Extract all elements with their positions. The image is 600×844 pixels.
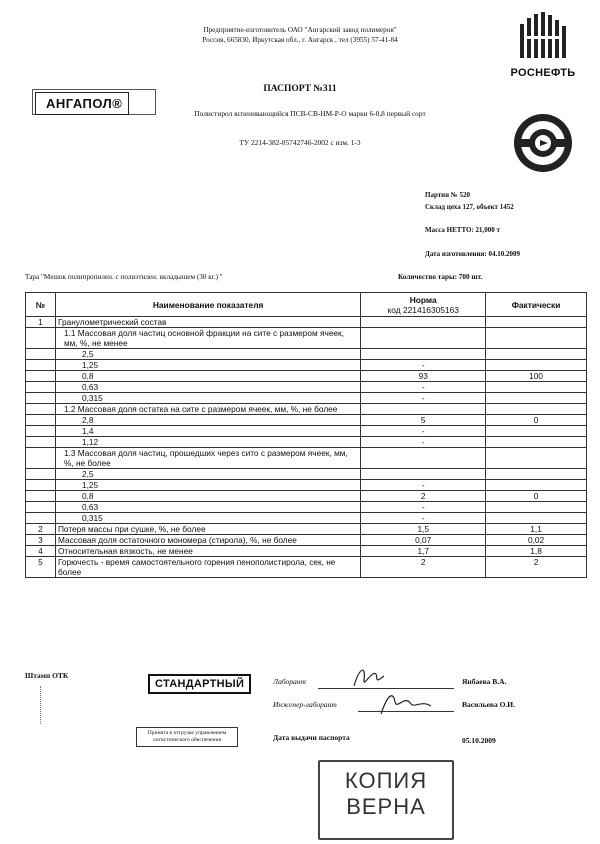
packaging-info: Тара "Мешок полипропилен. с полиэтилен. вкладышем (30 кг.) " [25, 273, 223, 281]
issue-date-label: Дата выдачи паспорта [273, 733, 350, 742]
cell-name: Потеря массы при сушке, %, не более [55, 524, 360, 535]
cell-num [26, 349, 56, 360]
cell-num: 3 [26, 535, 56, 546]
cell-actual: 0 [486, 415, 587, 426]
cell-num [26, 448, 56, 469]
cell-norm: - [361, 480, 486, 491]
cell-num [26, 502, 56, 513]
cell-name: Относительная вязкость, не менее [55, 546, 360, 557]
cell-actual [486, 480, 587, 491]
cell-actual: 1,8 [486, 546, 587, 557]
cell-name: Горючесть - время самостоятельного горения пенополистирола, сек, не более [55, 557, 360, 578]
rosneft-logo [498, 10, 588, 79]
copy-stamp-line1: КОПИЯ [344, 768, 428, 793]
technical-spec: ТУ 2214-382-05742746-2002 с изм. 1-3 [239, 138, 361, 147]
cell-actual [486, 360, 587, 371]
lab-label: Лаборант [273, 677, 306, 686]
product-name: Полистирол вспенивающийся ПСВ-СВ-НМ-Р-О марки 6-0,8 первый сорт [194, 109, 426, 118]
cell-norm: - [361, 393, 486, 404]
table-row [26, 502, 587, 513]
shipment-stamp: Принята к отгрузке управлением логистического обеспечения [136, 727, 238, 747]
cell-norm: - [361, 513, 486, 524]
cell-actual: 2 [486, 557, 587, 578]
table-row [26, 524, 587, 535]
cell-actual [486, 404, 587, 415]
cell-name: 0,63 [55, 502, 360, 513]
cell-norm: - [361, 437, 486, 448]
angapol-logo: АНГАПОЛ® [35, 92, 129, 115]
table-row [26, 328, 587, 349]
cell-num [26, 491, 56, 502]
cell-name: Массовая доля остаточного мономера (стирола), %, не более [55, 535, 360, 546]
table-row [26, 535, 587, 546]
cell-norm: - [361, 360, 486, 371]
cell-num [26, 360, 56, 371]
otk-stamp-label: Штамп ОТК [25, 671, 69, 680]
cell-num [26, 382, 56, 393]
table-row [26, 393, 587, 404]
table-row [26, 382, 587, 393]
cell-actual [486, 382, 587, 393]
otk-stamp-mark [40, 686, 61, 724]
issue-date: 05.10.2009 [462, 736, 496, 745]
lab-name: Янбаева В.А. [462, 677, 507, 686]
table-row [26, 469, 587, 480]
cell-norm: 2 [361, 557, 486, 578]
cell-norm [361, 448, 486, 469]
cell-num [26, 415, 56, 426]
table-row [26, 513, 587, 524]
cell-norm: 0,07 [361, 535, 486, 546]
standard-stamp: СТАНДАРТНЫЙ [148, 674, 251, 694]
passport-title: ПАСПОРТ №311 [263, 84, 337, 94]
cell-num [26, 328, 56, 349]
engineer-signature-icon [375, 688, 435, 718]
cell-norm: - [361, 502, 486, 513]
batch-number: Партия № 520 [425, 191, 471, 199]
warehouse: Склад цеха 127, объект 1452 [425, 203, 514, 211]
round-emblem-icon [512, 112, 574, 174]
col-header-num: № [26, 293, 56, 317]
cell-num [26, 371, 56, 382]
table-row [26, 448, 587, 469]
cell-norm: - [361, 426, 486, 437]
table-row [26, 415, 587, 426]
copy-stamp-line2: ВЕРНА [346, 794, 426, 819]
cell-name: 2,8 [55, 415, 360, 426]
cell-norm: 2 [361, 491, 486, 502]
manufacture-date: Дата изготовления: 04.10.2009 [425, 250, 520, 258]
cell-actual [486, 448, 587, 469]
cell-name: 0,315 [55, 393, 360, 404]
table-row [26, 437, 587, 448]
cell-norm: 1,5 [361, 524, 486, 535]
table-row [26, 371, 587, 382]
cell-norm: 1,7 [361, 546, 486, 557]
cell-actual: 0 [486, 491, 587, 502]
net-mass: Масса НЕТТО: 21,000 т [425, 226, 500, 234]
col-header-name: Наименование показателя [55, 293, 360, 317]
cell-name: 1.3 Массовая доля частиц, прошедших через сито с размером ячеек, мм, %, не более [55, 448, 360, 469]
table-row [26, 360, 587, 371]
cell-num [26, 404, 56, 415]
cell-name: 0,315 [55, 513, 360, 524]
cell-name: 1.2 Массовая доля остатка на сите с размером ячеек, мм, %, не более [55, 404, 360, 415]
cell-norm: - [361, 382, 486, 393]
table-row [26, 491, 587, 502]
cell-actual [486, 469, 587, 480]
cell-actual [486, 317, 587, 328]
cell-name: 1,25 [55, 480, 360, 491]
table-row [26, 317, 587, 328]
cell-num [26, 513, 56, 524]
package-quantity: Количество тары: 700 шт. [398, 273, 483, 281]
cell-name: 0,8 [55, 491, 360, 502]
cell-actual [486, 328, 587, 349]
engineer-label: Инженер-лаборант [273, 700, 337, 709]
cell-name: 1,12 [55, 437, 360, 448]
table-row [26, 404, 587, 415]
table-row [26, 480, 587, 491]
rosneft-emblem-icon [498, 10, 588, 60]
manufacturer-header [150, 26, 450, 45]
cell-actual [486, 513, 587, 524]
manufacturer-line: Предприятие-изготовитель ОАО "Ангарский завод полимеров" [203, 26, 397, 34]
cell-num [26, 480, 56, 491]
cell-actual [486, 502, 587, 513]
brand-name: РОСНЕФТЬ [510, 67, 576, 79]
cell-actual: 1,1 [486, 524, 587, 535]
cell-norm [361, 328, 486, 349]
cell-norm [361, 349, 486, 360]
cell-name: 1,25 [55, 360, 360, 371]
cell-actual: 0,02 [486, 535, 587, 546]
cell-norm: 93 [361, 371, 486, 382]
cell-norm [361, 469, 486, 480]
cell-name: 1.1 Массовая доля частиц основной фракции на сите с размером ячеек, мм, %, не менее [55, 328, 360, 349]
company-round-logo [512, 112, 574, 179]
cell-actual [486, 437, 587, 448]
cell-actual [486, 393, 587, 404]
cell-num [26, 437, 56, 448]
table-row [26, 557, 587, 578]
cell-num: 5 [26, 557, 56, 578]
cell-norm: 5 [361, 415, 486, 426]
col-header-norm [361, 293, 486, 317]
cell-actual: 100 [486, 371, 587, 382]
table-row [26, 426, 587, 437]
engineer-name: Васильева О.И. [462, 700, 515, 709]
cell-name: 2,5 [55, 349, 360, 360]
cell-num: 2 [26, 524, 56, 535]
cell-norm [361, 404, 486, 415]
cell-num [26, 426, 56, 437]
norm-code: код 221416305163 [387, 304, 459, 315]
cell-norm [361, 317, 486, 328]
cell-name: 0,8 [55, 371, 360, 382]
table-row [26, 546, 587, 557]
col-header-actual: Фактически [486, 293, 587, 317]
copy-certified-stamp [318, 760, 454, 840]
cell-num: 4 [26, 546, 56, 557]
cell-num [26, 393, 56, 404]
cell-num: 1 [26, 317, 56, 328]
cell-name: Гранулометрический состав [55, 317, 360, 328]
properties-table [25, 292, 587, 578]
cell-actual [486, 426, 587, 437]
norm-title: Норма [409, 294, 437, 305]
cell-name: 2,5 [55, 469, 360, 480]
cell-name: 1,4 [55, 426, 360, 437]
cell-name: 0,63 [55, 382, 360, 393]
table-body [26, 317, 587, 578]
cell-actual [486, 349, 587, 360]
manufacturer-address: Россия, 665830, Иркутская обл., г. Ангарск , тел (3955) 57-41-84 [202, 35, 398, 44]
cell-num [26, 469, 56, 480]
table-row [26, 349, 587, 360]
